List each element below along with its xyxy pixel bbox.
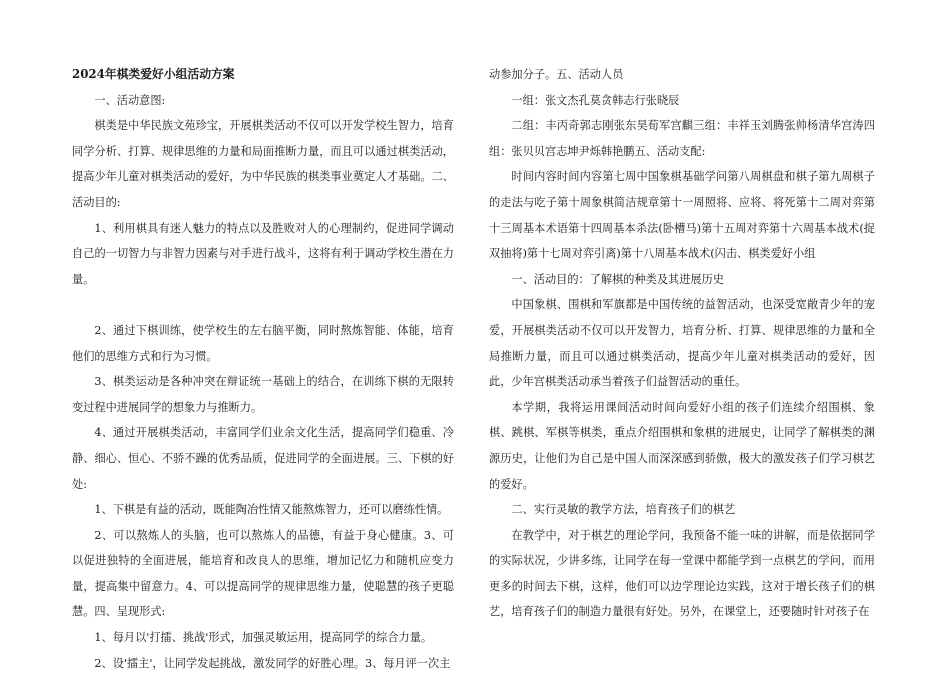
paragraph: 2、可以熬炼人的头脑，也可以熬炼人的品德，有益于身心健康。3、可以促进独特的全面进展，能培育和改良人的思维，增加记忆力和随机应变力量，提高集中留意力。4、可以提高同学的规律思维力量，使聪慧的孩子更聪慧。四、呈现形式: bbox=[72, 528, 454, 619]
paragraph: 棋类是中华民族文苑珍宝，开展棋类活动不仅可以开发学校生智力，培育同学分析、打算、规律思维的力量和局面推断力量，而且可以通过棋类活动，提高少年儿童对棋类活动的爱好，为中华民族的棋类事业奠定人才基础。二、活动目的: bbox=[72, 119, 454, 209]
paragraph: 中国象棋、围棋和军旗都是中国传统的益智活动，也深受宽敞青少年的宠爱，开展棋类活动不仅可以开发智力，培育分析、打算、规律思维的力量和全局推断力量，而且可以通过棋类活动，提高少年儿童对棋类活动的爱好，因此，少年宫棋类活动承当着孩子们益智活动的重任。 bbox=[489, 298, 875, 389]
left-column bbox=[72, 62, 454, 676]
paragraph-continuation: 动参加分子。五、活动人员 bbox=[489, 68, 624, 81]
paragraph: 在教学中，对于棋艺的理论学问，我预备不能一味的讲解，而是依据同学的实际状况，少讲多练，让同学在每一堂课中都能学到一点棋艺的学问，而用更多的时间去下棋，这样，他们可以边学理论边实践，这对于增长孩子们的棋艺，培育孩子们的制造力量很有好处。另外，在课堂上，还要随时针对孩子在 bbox=[489, 528, 875, 619]
paragraph: 一组：张文杰孔莫贪韩志行张晓辰 bbox=[511, 93, 680, 107]
paragraph: 一、活动目的：了解棋的种类及其进展历史 bbox=[511, 272, 724, 286]
paragraph: 1、每月以'打擂、挑战'形式，加强灵敏运用，提高同学的综合力量。 bbox=[94, 631, 433, 645]
paragraph: 2、通过下棋训练，使学校生的左右脑平衡，同时熬炼智能、体能，培育他们的思维方式和行为习惯。 bbox=[72, 323, 454, 363]
paragraph: 时间内容时间内容第七周中国象棋基础学问第八周棋盘和棋子第九周棋子的走法与吃子第十周象棋简洁规章第十一周照将、应将、将死第十二周对弈第十三周基本术语第十四周基本杀法(卧槽马)第十五周对弈第十六周基本战术(捉双抽将)第十七周对弈引离)第十八周基本战术(闪击、棋类爱好小组 bbox=[489, 170, 875, 261]
paragraph: 1、利用棋具有迷人魅力的特点以及胜败对人的心理制约，促进同学调动自己的一切智力与非智力因素与对手进行战斗，这将有利于调动学校生潜在力量。 bbox=[72, 221, 454, 286]
right-column bbox=[489, 62, 875, 625]
paragraph: 3、棋类运动是各种冲突在辩证统一基础上的结合，在训练下棋的无限转变过程中进展同学的想象力与推断力。 bbox=[72, 375, 454, 414]
document-title: 2024年棋类爱好小组活动方案 bbox=[72, 67, 235, 81]
paragraph: 2、设'擂主'，让同学发起挑战，激发同学的好胜心理。3、每月评一次主 bbox=[94, 656, 451, 670]
paragraph: 本学期，我将运用课间活动时间向爱好小组的孩子们连续介绍围棋、象棋、跳棋、军棋等棋类，重点介绍围棋和象棋的进展史，让同学了解棋类的渊源历史，让他们为自己是中国人而深深感到骄傲，极大的激发孩子们学习棋艺的爱好。 bbox=[489, 400, 875, 491]
paragraph: 1、下棋是有益的活动，既能陶冶性情又能熬炼智力，还可以磨练性情。 bbox=[94, 503, 449, 517]
paragraph: 二、实行灵敏的教学方法，培育孩子们的棋艺 bbox=[511, 503, 736, 517]
paragraph: 4、通过开展棋类活动，丰富同学们业余文化生活，提高同学们稳重、冷静、细心、恒心、不骄不躁的优秀品质，促进同学的全面进展。三、下棋的好处: bbox=[72, 426, 454, 491]
paragraph: 二组：丰丙奇郭志刚张东昊荀军宫麒三组：丰祥玉刘腾张帅杨清华宫涛四组：张贝贝宫志坤尹烁韩艳鹏五、活动支配: bbox=[489, 119, 875, 158]
paragraph: 一、活动意图: bbox=[94, 93, 166, 107]
